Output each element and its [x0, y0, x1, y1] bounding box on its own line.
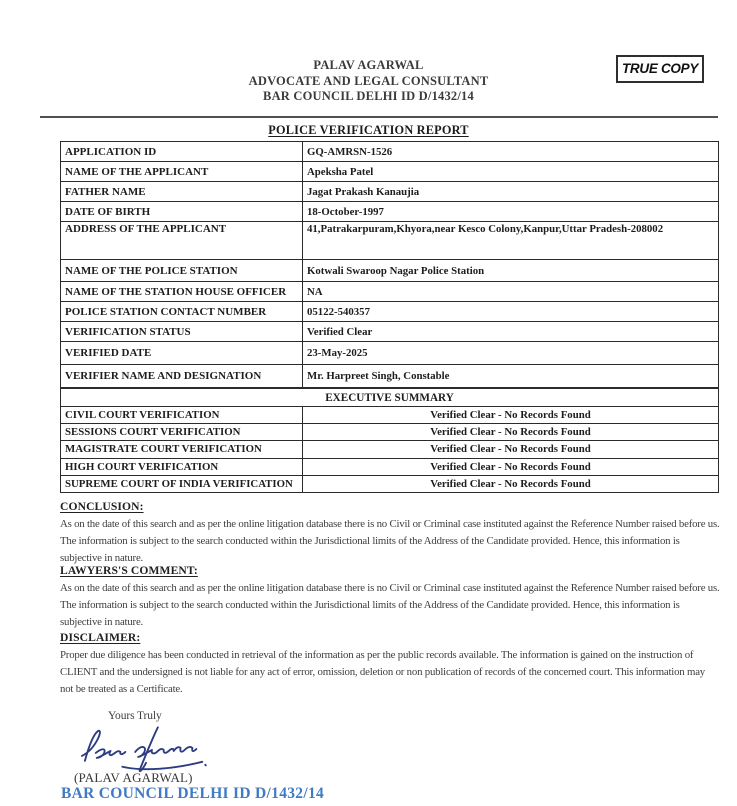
executive-summary-title: EXECUTIVE SUMMARY [61, 389, 719, 407]
table-row [61, 475, 719, 492]
table-row [61, 424, 719, 441]
row-label: SUPREME COURT OF INDIA VERIFICATION [61, 475, 303, 492]
row-value: NA [303, 282, 719, 302]
signer-bar-council-id: BAR COUNCIL DELHI ID D/1432/14 [61, 785, 325, 802]
closing-phrase: Yours Truly [108, 710, 162, 722]
applicant-details-table [60, 141, 719, 388]
row-value: Verified Clear - No Records Found [303, 441, 719, 458]
row-label: NAME OF THE STATION HOUSE OFFICER [61, 282, 303, 302]
row-label: MAGISTRATE COURT VERIFICATION [61, 441, 303, 458]
table-row [61, 302, 719, 322]
row-label: POLICE STATION CONTACT NUMBER [61, 302, 303, 322]
row-value: Verified Clear - No Records Found [303, 458, 719, 475]
row-label: DATE OF BIRTH [61, 202, 303, 222]
table-row [61, 342, 719, 365]
row-value: Jagat Prakash Kanaujia [303, 182, 719, 202]
executive-summary-table [60, 388, 719, 493]
lawyers-comment-section [60, 564, 720, 631]
row-value: 05122-540357 [303, 302, 719, 322]
conclusion-section [60, 500, 720, 567]
table-row [61, 322, 719, 342]
row-value: 23-May-2025 [303, 342, 719, 365]
header-divider [40, 116, 718, 118]
row-label: CIVIL COURT VERIFICATION [61, 407, 303, 424]
row-value: Mr. Harpreet Singh, Constable [303, 365, 719, 388]
table-row [61, 222, 719, 260]
table-row [61, 282, 719, 302]
disclaimer-section [60, 631, 720, 698]
row-label: NAME OF THE APPLICANT [61, 162, 303, 182]
table-row [61, 458, 719, 475]
executive-summary-header-row [61, 389, 719, 407]
row-value: Verified Clear [303, 322, 719, 342]
row-value: Verified Clear - No Records Found [303, 475, 719, 492]
conclusion-text: As on the date of this search and as per the online litigation database there is no Civil or Criminal case instituted against the Reference Number raised before us. The information is subject to the search conducted within the Jurisdictional limits of the Address of the Candidate provided. Hence, this information is subjective in nature. [60, 518, 720, 564]
row-value: Verified Clear - No Records Found [303, 407, 719, 424]
letterhead-advocate-role: ADVOCATE AND LEGAL CONSULTANT [248, 73, 489, 88]
table-row [61, 260, 719, 282]
letterhead-bar-council-id: BAR COUNCIL DELHI ID D/1432/14 [263, 89, 474, 103]
row-value: 18-October-1997 [303, 202, 719, 222]
row-label: NAME OF THE POLICE STATION [61, 260, 303, 282]
lawyers-comment-heading: LAWYERS'S COMMENT: [60, 564, 198, 577]
executive-summary-rows [61, 407, 719, 493]
row-label: APPLICATION ID [61, 142, 303, 162]
table-row [61, 202, 719, 222]
signature-scribble-icon [76, 724, 224, 774]
table-row [61, 407, 719, 424]
row-value: Kotwali Swaroop Nagar Police Station [303, 260, 719, 282]
row-value: Verified Clear - No Records Found [303, 424, 719, 441]
row-value: GQ-AMRSN-1526 [303, 142, 719, 162]
row-label: FATHER NAME [61, 182, 303, 202]
signer-name: (PALAV AGARWAL) [74, 770, 193, 785]
table-row [61, 182, 719, 202]
row-value: 41,Patrakarpuram,Khyora,near Kesco Colony,Kanpur,Uttar Pradesh-208002 [303, 222, 719, 260]
table-row [61, 441, 719, 458]
row-label: HIGH COURT VERIFICATION [61, 458, 303, 475]
disclaimer-text: Proper due diligence has been conducted in retrieval of the information as per the public records available. The information is gained on the instruction of CLIENT and the undersigned is not liable for any act of error, omission, deletion or non publication of records of the concerned court. This information may not be treated as a Certificate. [60, 649, 705, 695]
row-value: Apeksha Patel [303, 162, 719, 182]
table-row [61, 365, 719, 388]
row-label: SESSIONS COURT VERIFICATION [61, 424, 303, 441]
true-copy-stamp: TRUE COPY [616, 55, 704, 83]
lawyers-comment-text: As on the date of this search and as per the online litigation database there is no Civil or Criminal case instituted against the Reference Number raised before us. The information is subject to the search conducted within the Jurisdictional limits of the Address of the Candidate provided. Hence, this information is subjective in nature. [60, 582, 720, 628]
table-row [61, 162, 719, 182]
page-title: POLICE VERIFICATION REPORT [268, 123, 469, 137]
row-label: VERIFIER NAME AND DESIGNATION [61, 365, 303, 388]
letterhead-advocate-name: PALAV AGARWAL [313, 58, 424, 72]
row-label: VERIFIED DATE [61, 342, 303, 365]
applicant-details-rows [61, 142, 719, 388]
disclaimer-heading: DISCLAIMER: [60, 631, 141, 644]
row-label: ADDRESS OF THE APPLICANT [61, 222, 303, 260]
conclusion-heading: CONCLUSION: [60, 500, 144, 513]
table-row [61, 142, 719, 162]
row-label: VERIFICATION STATUS [61, 322, 303, 342]
